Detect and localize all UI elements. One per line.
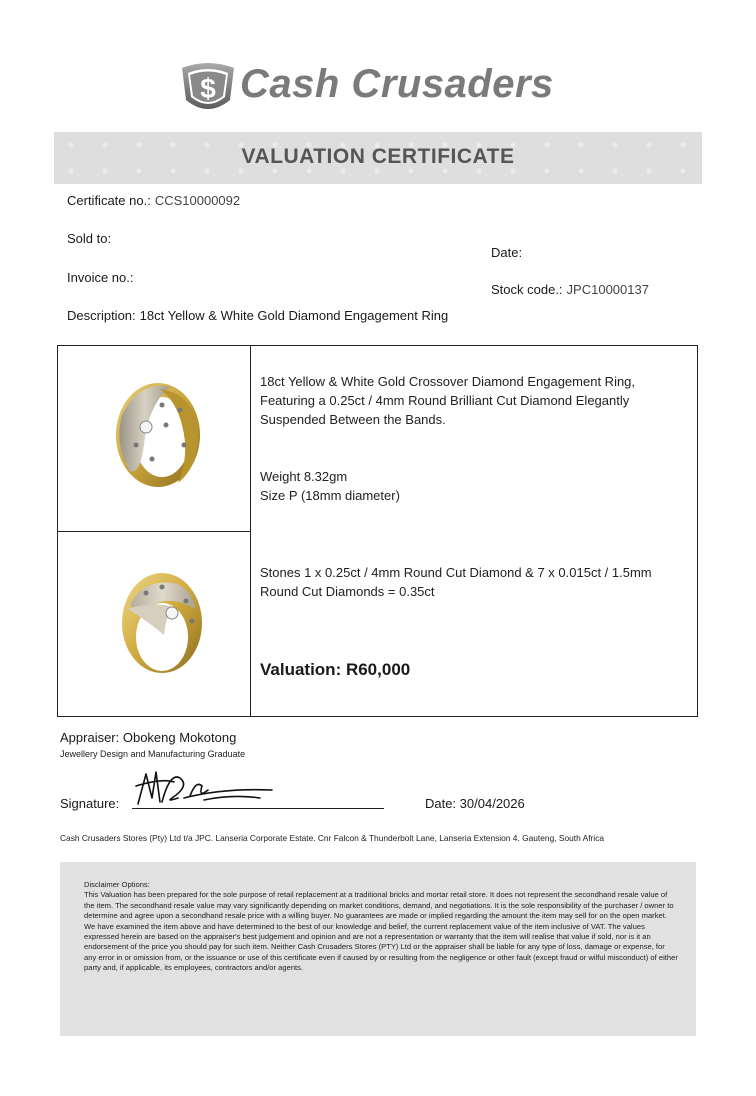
signature-date: Date: 30/04/2026 bbox=[425, 796, 525, 811]
ring-photo-bottom bbox=[112, 565, 212, 680]
certificate-number-value: CCS10000092 bbox=[154, 193, 241, 208]
description bbox=[67, 308, 448, 323]
date-label: Date: bbox=[491, 245, 523, 260]
sold-to-label: Sold to: bbox=[67, 231, 112, 246]
certificate-number-label: Certificate no.: bbox=[67, 193, 151, 208]
ring-photo-top bbox=[100, 375, 215, 495]
signature-image bbox=[132, 768, 282, 810]
disclaimer-heading: Disclaimer Options: bbox=[84, 880, 150, 889]
stock-code-label: Stock code.: bbox=[491, 282, 563, 297]
certificate-number bbox=[67, 193, 240, 208]
disclaimer bbox=[84, 880, 678, 974]
brand-name: Cash Crusaders bbox=[240, 62, 554, 106]
description-label: Description: bbox=[67, 308, 136, 323]
svg-text:$: $ bbox=[200, 73, 216, 104]
appraiser-title: Jewellery Design and Manufacturing Graduate bbox=[60, 749, 246, 759]
appraiser-name: Appraiser: Obokeng Mokotong bbox=[60, 730, 237, 745]
page-title: VALUATION CERTIFICATE bbox=[241, 145, 515, 168]
stones-text: Stones 1 x 0.25ct / 4mm Round Cut Diamond & 7 x 0.015ct / 1.5mm Round Cut Diamonds = 0.35ct bbox=[260, 565, 652, 599]
company-address: Cash Crusaders Stores (Pty) Ltd t/a JPC. Lanseria Corporate Estate. Cnr Falcon & Thunderbolt Lane, Lanseria Extension 4. Gauteng, South Africa bbox=[60, 833, 605, 843]
dollar-shield-icon bbox=[176, 60, 240, 118]
disclaimer-paragraph: We have examined the item above and have determined to the best of our knowledge and belief, the current replacement value of the item inclusive of VAT. The values expressed herein are based on the appraiser's best judgement and opinion and are not a representation or warranty that the item will realise that value if sold, nor is it an endorsement of the price you should pay for such item. Neither Cash Crusaders Stores (PTY) Ltd or the appraiser shall be liable for any type of loss, damage or expense, for any error in or omission from, or the issuance or use of this certificate even if caused by or resulting from the negligence or other fault (except fraud or wilful misconduct) of either party and, if applicable, its employees, contractors and/or agents. bbox=[84, 921, 678, 973]
signature-label: Signature: bbox=[60, 796, 120, 811]
description-value: 18ct Yellow & White Gold Diamond Engagement Ring bbox=[139, 308, 449, 323]
table-divider bbox=[57, 531, 251, 532]
disclaimer-paragraph: This Valuation has been prepared for the sole purpose of retail replacement at a traditional bricks and mortar retail store. It does not represent the secondhand resale value of the item. The secondhand resale value may vary significantly depending on market conditions, demand, and negotiations. It is the sole responsibility of the purchaser / owner to determine and agree upon a secondhand resale price with a willing buyer. No guarantees are made or implied regarding the amount the item may sell for on the open market. bbox=[84, 890, 674, 921]
details-paragraph: 18ct Yellow & White Gold Crossover Diamond Engagement Ring, Featuring a 0.25ct / 4mm Round Brilliant Cut Diamond Elegantly Suspended Between the Bands. bbox=[260, 374, 636, 427]
stock-code-value: JPC10000137 bbox=[566, 282, 649, 297]
valuation-amount: Valuation: R60,000 bbox=[260, 660, 411, 679]
invoice-label: Invoice no.: bbox=[67, 270, 134, 285]
stock-code bbox=[491, 282, 649, 297]
weight-text: Weight 8.32gm bbox=[260, 469, 348, 484]
size-text: Size P (18mm diameter) bbox=[260, 488, 400, 503]
